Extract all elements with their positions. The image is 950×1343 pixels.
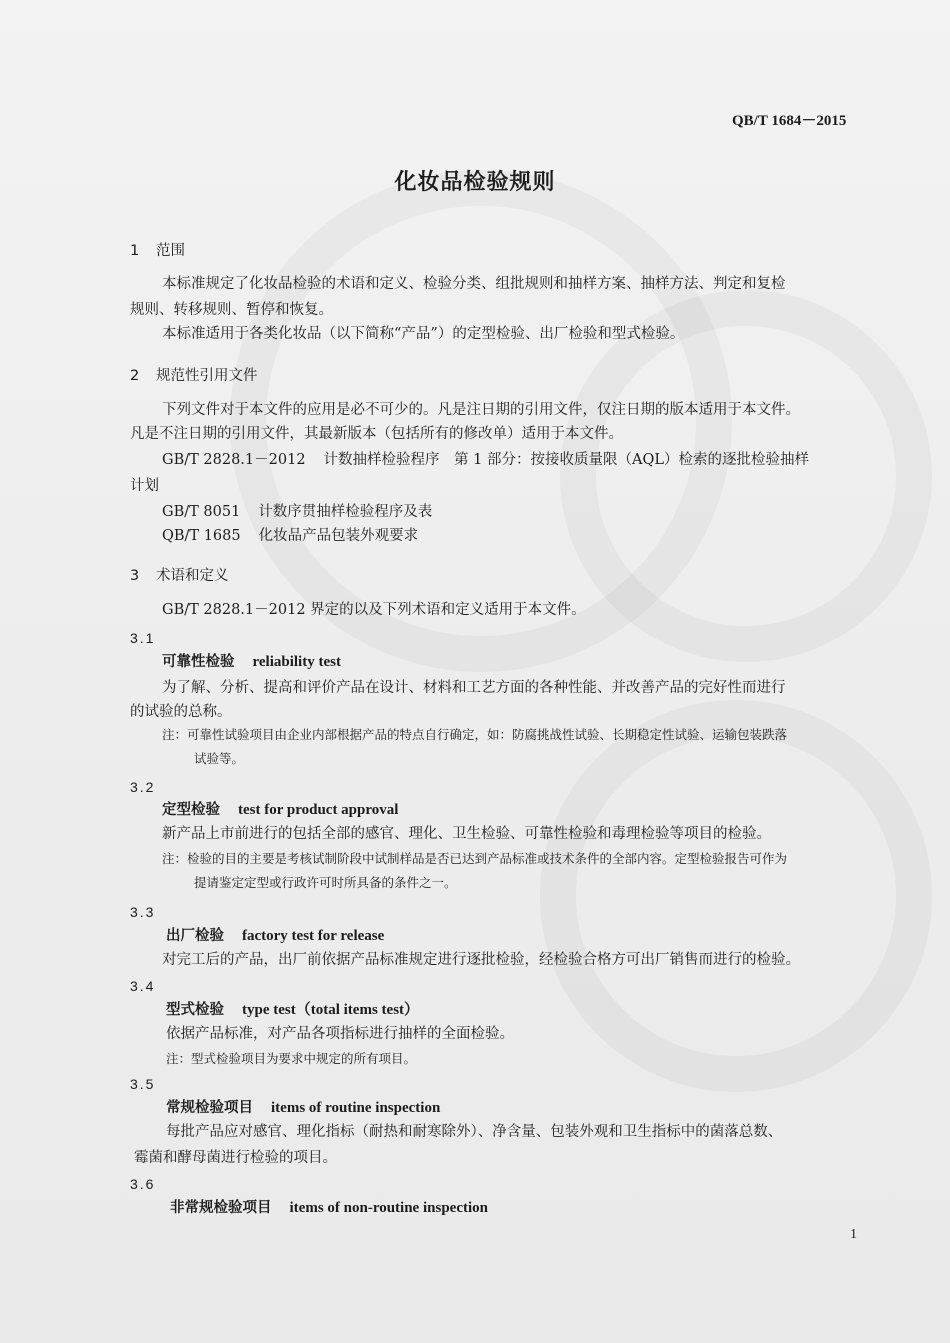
definition-line: 依据产品标准，对产品各项指标进行抽样的全面检验。: [166, 1026, 514, 1042]
term-cn: 可靠性检验: [162, 654, 235, 670]
page-title: 化妆品检验规则: [394, 170, 556, 195]
page-number: 1: [850, 1227, 857, 1242]
term-en: items of non-routine inspection: [289, 1200, 488, 1216]
section-heading: [130, 244, 185, 259]
reference-item: [162, 529, 418, 544]
watermark-ring: [560, 290, 932, 662]
term-cn: 定型检验: [162, 802, 220, 818]
note-line: 注：可靠性试验项目由企业内部根据产品的特点自行确定，如：防腐挑战性试验、长期稳定性试验、运输包装跌落: [162, 727, 788, 742]
section-number: 2: [130, 368, 140, 384]
paragraph-line: 本标准适用于各类化妆品（以下简称“产品”）的定型检验、出厂检验和型式检验。: [162, 326, 685, 342]
term-heading: [166, 1003, 419, 1018]
clause-number: 3.1: [130, 630, 156, 646]
term-heading: [166, 1101, 440, 1116]
clause-number: 3.4: [130, 978, 156, 994]
note-line: 提请鉴定定型或行政许可时所具备的条件之一。: [194, 875, 457, 890]
section-title: 范围: [156, 243, 185, 259]
term-heading: [162, 803, 398, 818]
note-line: 试验等。: [194, 751, 245, 766]
paragraph-line: 本标准规定了化妆品检验的术语和定义、检验分类、组批规则和抽样方案、抽样方法、判定和复检: [162, 276, 786, 292]
term-heading: [166, 929, 384, 944]
term-en: reliability test: [252, 654, 341, 670]
reference-code: QB/T 1685: [162, 528, 241, 544]
clause-number: 3.6: [130, 1176, 156, 1192]
note-line: 注：检验的目的主要是考核试制阶段中试制样品是否已达到产品标准或技术条件的全部内容。定型检验报告可作为: [162, 851, 788, 866]
term-cn: 出厂检验: [166, 928, 224, 944]
note-line: 注：型式检验项目为要求中规定的所有项目。: [166, 1051, 417, 1066]
term-cn: 非常规检验项目: [170, 1200, 272, 1216]
watermark-ring: [540, 700, 932, 1092]
term-heading: [170, 1201, 488, 1216]
term-en: items of routine inspection: [271, 1100, 441, 1116]
section-number: 3: [130, 568, 140, 584]
section-heading: [130, 369, 258, 384]
section-title: 术语和定义: [156, 568, 229, 584]
reference-code: GB/T 8051: [162, 504, 241, 520]
reference-item: [162, 505, 432, 520]
reference-title: 计数序贯抽样检验程序及表: [258, 504, 433, 520]
paragraph-line: GB/T 2828.1－2012 界定的以及下列术语和定义适用于本文件。: [162, 602, 586, 618]
paragraph-line: 规则、转移规则、暂停和恢复。: [130, 302, 333, 318]
clause-number: 3.2: [130, 779, 156, 795]
definition-line: 每批产品应对感官、理化指标（耐热和耐寒除外）、净含量、包装外观和卫生指标中的菌落总数、: [166, 1124, 783, 1140]
term-en: type test（total items test）: [242, 1002, 420, 1018]
reference-code: GB/T 2828.1－2012: [162, 452, 306, 468]
section-title: 规范性引用文件: [156, 368, 258, 384]
section-number: 1: [130, 243, 140, 259]
reference-title: 化妆品产品包装外观要求: [258, 528, 419, 544]
term-cn: 常规检验项目: [166, 1100, 253, 1116]
reference-item: [162, 453, 809, 468]
clause-number: 3.3: [130, 904, 156, 920]
reference-title-continued: 计划: [130, 478, 159, 494]
definition-line: 新产品上市前进行的包括全部的感官、理化、卫生检验、可靠性检验和毒理检验等项目的检验。: [162, 826, 771, 842]
term-cn: 型式检验: [166, 1002, 224, 1018]
definition-line: 为了解、分析、提高和评价产品在设计、材料和工艺方面的各种性能、并改善产品的完好性而进行: [162, 680, 786, 696]
clause-number: 3.5: [130, 1076, 156, 1092]
definition-line: 对完工后的产品，出厂前依据产品标准规定进行逐批检验，经检验合格方可出厂销售而进行的检验。: [162, 952, 800, 968]
reference-title: 计数抽样检验程序 第 1 部分：按接收质量限（AQL）检索的逐批检验抽样: [323, 452, 809, 468]
standard-number: QB/T 1684－2015: [732, 113, 847, 129]
paragraph-line: 凡是不注日期的引用文件，其最新版本（包括所有的修改单）适用于本文件。: [130, 426, 623, 442]
definition-line: 的试验的总称。: [130, 704, 232, 720]
definition-line: 霉菌和酵母菌进行检验的项目。: [134, 1150, 337, 1166]
term-heading: [162, 655, 341, 670]
term-en: factory test for release: [242, 928, 385, 944]
section-heading: [130, 569, 229, 584]
term-en: test for product approval: [238, 802, 399, 818]
paragraph-line: 下列文件对于本文件的应用是必不可少的。凡是注日期的引用文件，仅注日期的版本适用于本文件。: [162, 402, 800, 418]
